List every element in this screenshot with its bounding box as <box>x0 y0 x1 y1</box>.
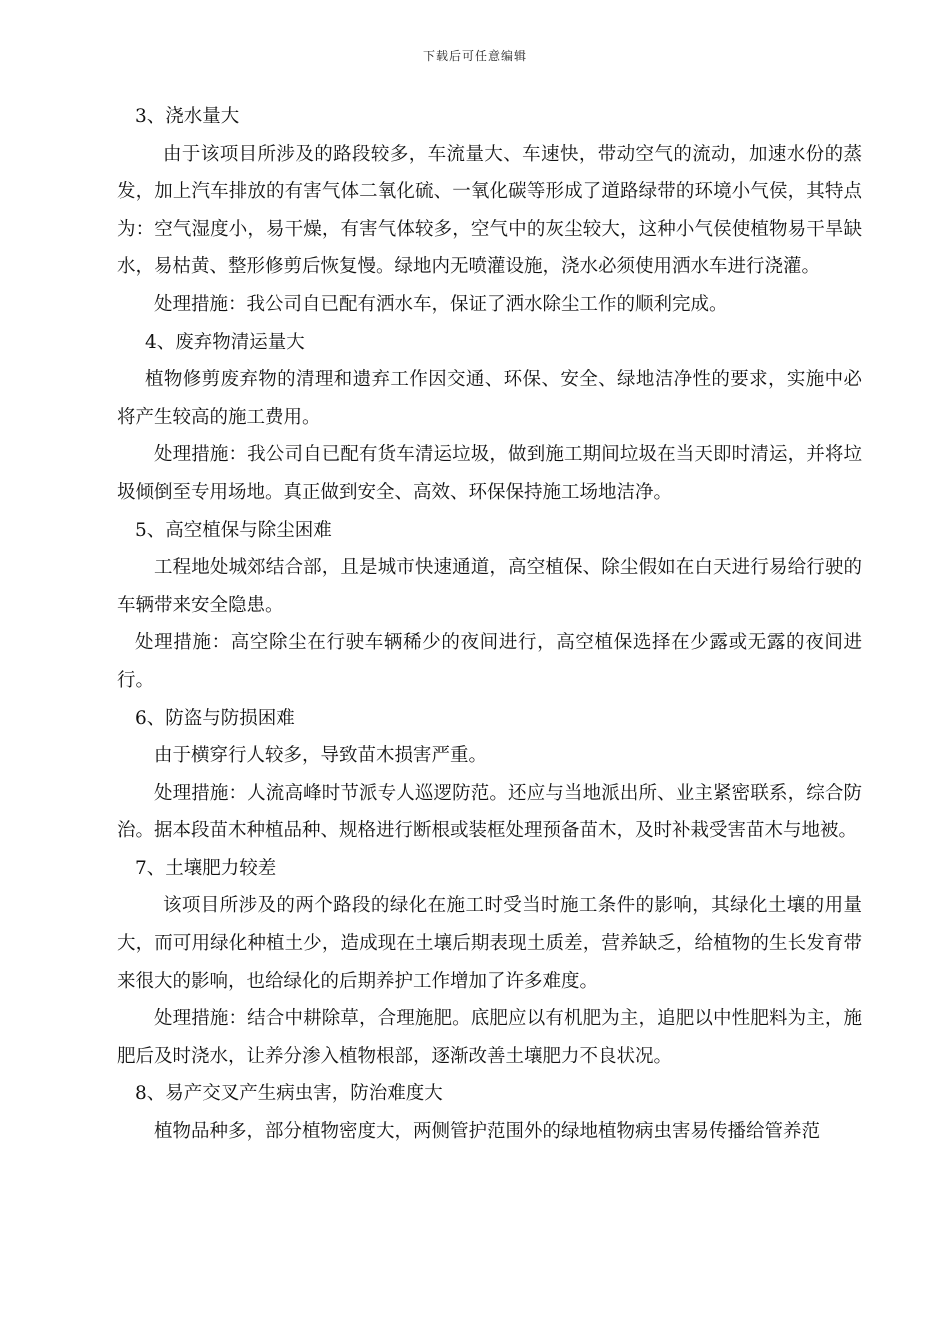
section-heading: 5、高空植保与除尘困难 <box>135 519 332 541</box>
paragraph: 由于该项目所涉及的路段较多，车流量大、车速快，带动空气的流动，加速水份的蒸发，加上汽车排放的有害气体二氧化硫、一氧化碳等形成了道路绿带的环境小气侯，其特点为：空气湿度小，易干燥，有害气体较多，空气中的灰尘较大，这种小气侯使植物易干旱缺水，易枯黄、整形修剪后恢复慢。绿地内无喷灌设施，浇水必须使用洒水车进行浇灌。 <box>117 143 862 278</box>
section-heading: 3、浇水量大 <box>135 106 240 127</box>
paragraph: 工程地处城郊结合部，且是城市快速通道，高空植保、除尘假如在白天进行易给行驶的车辆带来安全隐患。 <box>117 557 862 616</box>
paragraph: 处理措施：我公司自已配有洒水车，保证了洒水除尘工作的顺利完成。 <box>154 293 728 315</box>
paragraph: 处理措施：我公司自已配有货车清运垃圾，做到施工期间垃圾在当天即时清运，并将垃圾倾倒至专用场地。真正做到安全、高效、环保保持施工场地洁净。 <box>117 444 862 503</box>
page-header: 下载后可任意编辑 <box>422 49 527 63</box>
section-heading: 7、土壤肥力较差 <box>135 857 277 879</box>
paragraph: 植物品种多，部分植物密度大，两侧管护范围外的绿地植物病虫害易传播给管养范 <box>154 1121 821 1143</box>
section-heading: 8、易产交叉产生病虫害，防治难度大 <box>135 1083 443 1105</box>
section-heading: 4、废弃物清运量大 <box>145 331 305 353</box>
document-body <box>117 98 862 1151</box>
paragraph: 处理措施：结合中耕除草，合理施肥。底肥应以有机肥为主，追肥以中性肥料为主，施肥后及时浇水，让养分渗入植物根部，逐渐改善土壤肥力不良状况。 <box>117 1008 862 1067</box>
paragraph: 植物修剪废弃物的清理和遗弃工作因交通、环保、安全、绿地洁净性的要求，实施中必将产生较高的施工费用。 <box>117 369 862 428</box>
paragraph: 处理措施：高空除尘在行驶车辆稀少的夜间进行，高空植保选择在少露或无露的夜间进行。 <box>117 632 862 691</box>
section-heading: 6、防盗与防损困难 <box>135 707 295 729</box>
paragraph: 处理措施：人流高峰时节派专人巡逻防范。还应与当地派出所、业主紧密联系，综合防治。据本段苗木种植品种、规格进行断根或装框处理预备苗木，及时补栽受害苗木与地被。 <box>117 782 862 842</box>
paragraph: 该项目所涉及的两个路段的绿化在施工时受当时施工条件的影响，其绿化土壤的用量大，而可用绿化种植土少，造成现在土壤后期表现土质差，营养缺乏，给植物的生长发育带来很大的影响，也给绿化的后期养护工作增加了许多难度。 <box>117 895 862 992</box>
paragraph: 由于横穿行人较多，导致苗木损害严重。 <box>154 745 488 767</box>
